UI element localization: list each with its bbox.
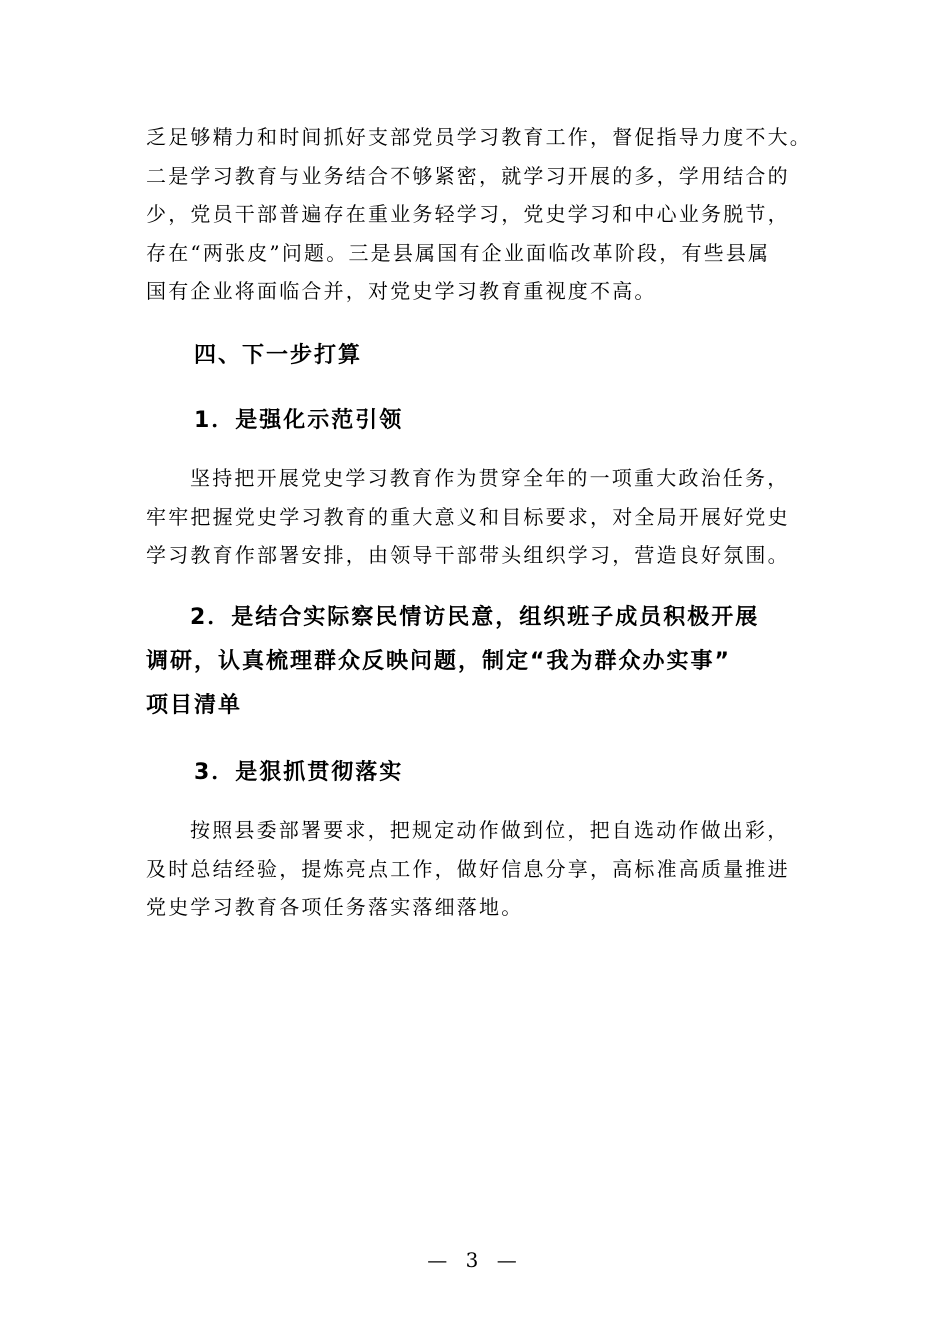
item-3-heading: 3．是狠抓贯彻落实 [194,760,404,785]
item-2-heading [146,596,826,728]
paragraph-line: 党史学习教育各项任务落实落细落地。 [146,895,524,919]
paragraph-line: 坚持把开展党史学习教育作为贯穿全年的一项重大政治任务， [190,466,790,490]
paragraph-line: 乏足够精力和时间抓好支部党员学习教育工作，督促指导力度不大。 [146,125,812,149]
item-1-body [146,459,816,575]
paragraph-line: 按照县委部署要求，把规定动作做到位，把自选动作做出彩， [190,818,790,842]
paragraph-line: 二是学习教育与业务结合不够紧密，就学习开展的多，学用结合的 [146,163,790,188]
paragraph-line: 牢牢把握党史学习教育的重大意义和目标要求，对全局开展好党史 [146,504,790,529]
item-3-body [146,811,816,927]
section-heading: 四、下一步打算 [194,343,363,368]
heading-line: 调研，认真梳理群众反映问题，制定“我为群众办实事” [146,649,731,674]
continuation-paragraph [146,118,816,311]
heading-line: 项目清单 [146,693,243,718]
paragraph-line: 学习教育作部署安排，由领导干部带头组织学习，营造良好氛围。 [146,543,790,567]
item-1-heading: 1．是强化示范引领 [194,408,404,433]
paragraph-line: 国有企业将面临合并，对党史学习教育重视度不高。 [146,279,657,303]
paragraph-line: 存在“两张皮”问题。三是县属国有企业面临改革阶段，有些县属 [146,240,771,265]
page-number: — 3 — [427,1248,523,1272]
paragraph-line: 少，党员干部普遍存在重业务轻学习，党史学习和中心业务脱节， [146,202,790,226]
heading-line: 2．是结合实际察民情访民意，组织班子成员积极开展 [190,605,760,630]
paragraph-line: 及时总结经验，提炼亮点工作，做好信息分享，高标准高质量推进 [146,856,790,881]
